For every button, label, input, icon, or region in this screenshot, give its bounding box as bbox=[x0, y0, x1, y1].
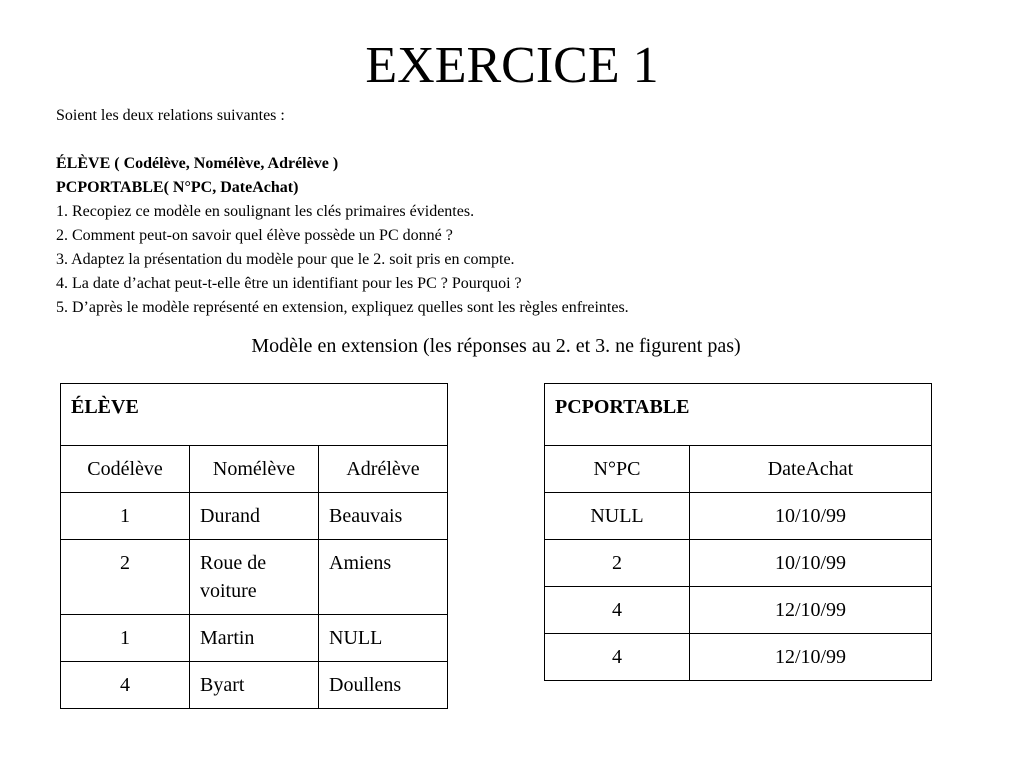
table-row bbox=[61, 540, 448, 615]
table-cell: Roue de voiture bbox=[190, 540, 319, 615]
column-header: N°PC bbox=[545, 446, 690, 493]
pcportable-table bbox=[544, 383, 932, 681]
table-header-row bbox=[545, 446, 932, 493]
question-2: 2. Comment peut-on savoir quel élève possède un PC donné ? bbox=[56, 227, 453, 244]
table-row bbox=[61, 615, 448, 662]
table-cell: 4 bbox=[61, 662, 190, 709]
column-header: Nomélève bbox=[190, 446, 319, 493]
table-cell: Doullens bbox=[319, 662, 448, 709]
column-header: Adrélève bbox=[319, 446, 448, 493]
table-caption: Modèle en extension (les réponses au 2. et 3. ne figurent pas) bbox=[251, 335, 741, 357]
column-header: DateAchat bbox=[690, 446, 932, 493]
slide-title: EXERCICE 1 bbox=[365, 37, 659, 94]
table-cell: NULL bbox=[319, 615, 448, 662]
question-4: 4. La date d’achat peut-t-elle être un identifiant pour les PC ? Pourquoi ? bbox=[56, 275, 522, 292]
table-cell: 2 bbox=[61, 540, 190, 615]
table-cell: 4 bbox=[545, 634, 690, 681]
table-cell: 10/10/99 bbox=[690, 493, 932, 540]
relation-eleve: ÉLÈVE ( Codélève, Nomélève, Adrélève ) bbox=[56, 155, 339, 172]
exercise-text bbox=[56, 104, 976, 320]
question-3: 3. Adaptez la présentation du modèle pour que le 2. soit pris en compte. bbox=[56, 251, 515, 268]
table-cell: Martin bbox=[190, 615, 319, 662]
table-title: PCPORTABLE bbox=[545, 384, 932, 446]
table-row bbox=[61, 662, 448, 709]
table-cell: Beauvais bbox=[319, 493, 448, 540]
table-row bbox=[545, 540, 932, 587]
table-row bbox=[545, 634, 932, 681]
question-5: 5. D’après le modèle représenté en extension, expliquez quelles sont les règles enfreintes. bbox=[56, 299, 629, 316]
table-cell: NULL bbox=[545, 493, 690, 540]
relation-pcportable: PCPORTABLE( N°PC, DateAchat) bbox=[56, 179, 299, 196]
table-cell: Amiens bbox=[319, 540, 448, 615]
blank-line bbox=[56, 128, 976, 152]
table-cell: 10/10/99 bbox=[690, 540, 932, 587]
table-cell: Byart bbox=[190, 662, 319, 709]
eleve-table bbox=[60, 383, 448, 709]
intro-line: Soient les deux relations suivantes : bbox=[56, 107, 285, 124]
table-header-row bbox=[61, 446, 448, 493]
table-cell: 4 bbox=[545, 587, 690, 634]
column-header: Codélève bbox=[61, 446, 190, 493]
table-cell: 1 bbox=[61, 615, 190, 662]
table-title: ÉLÈVE bbox=[61, 384, 448, 446]
table-cell: 1 bbox=[61, 493, 190, 540]
table-cell: Durand bbox=[190, 493, 319, 540]
table-row bbox=[545, 493, 932, 540]
table-row bbox=[545, 587, 932, 634]
table-row bbox=[61, 493, 448, 540]
table-cell: 2 bbox=[545, 540, 690, 587]
table-title-row bbox=[545, 384, 932, 446]
table-cell: 12/10/99 bbox=[690, 634, 932, 681]
question-1: 1. Recopiez ce modèle en soulignant les clés primaires évidentes. bbox=[56, 203, 475, 220]
table-cell: 12/10/99 bbox=[690, 587, 932, 634]
table-title-row bbox=[61, 384, 448, 446]
